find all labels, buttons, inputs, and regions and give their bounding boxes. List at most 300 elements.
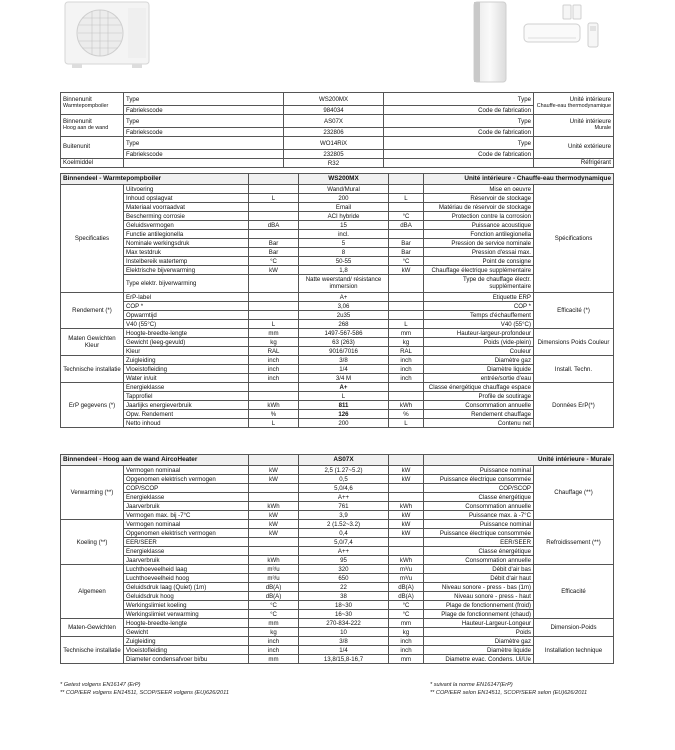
spec-row [61, 248, 614, 257]
spec-row [61, 655, 614, 664]
group-label-nl: Maten Gewichten Kleur [61, 329, 124, 356]
param-nl: Gewicht (leeg-gevuld) [124, 338, 249, 347]
summary-label-nl: Type [124, 115, 284, 128]
param-nl: Hoogte-breedte-lengte [124, 329, 249, 338]
unit-nl: °C [249, 610, 299, 619]
summary-value: 232805 [284, 150, 384, 159]
outdoor-unit-image [62, 0, 152, 72]
unit-fr: °C [389, 212, 424, 221]
param-fr: EER/SEER [424, 538, 534, 547]
param-value: 50-55 [299, 257, 389, 266]
unit-fr: kWh [389, 401, 424, 410]
summary-group-fr [534, 93, 614, 115]
param-nl: Werkingslimiet verwarming [124, 610, 249, 619]
summary-group-fr [534, 137, 614, 159]
param-fr: COP/SCOP [424, 484, 534, 493]
unit-fr: L [389, 194, 424, 203]
spec-row [61, 493, 614, 502]
param-nl: Materiaal voorraadvat [124, 203, 249, 212]
spec-row [61, 466, 614, 475]
unit-nl: L [249, 320, 299, 329]
param-fr: Matériau de réservoir de stockage [424, 203, 534, 212]
spec-row [61, 185, 614, 194]
param-value: 13,8/15,8-16,7 [299, 655, 389, 664]
spec-row [61, 401, 614, 410]
unit-fr: m³/u [389, 565, 424, 574]
param-nl: Water in/uit [124, 374, 249, 383]
unit-nl: °C [249, 601, 299, 610]
wall-unit-spec-table [60, 454, 614, 664]
unit-nl [249, 547, 299, 556]
summary-label-fr: Type [384, 93, 534, 106]
group-label-fr: Données ErP(*) [534, 383, 614, 428]
param-fr: Contenu net [424, 419, 534, 428]
param-nl: Bescherming corrosie [124, 212, 249, 221]
unit-fr: kg [389, 628, 424, 637]
param-nl: EER/SEER [124, 538, 249, 547]
param-value: 3/8 [299, 637, 389, 646]
group-label-fr: Dimension-Poids [534, 619, 614, 637]
unit-nl: dBA [249, 221, 299, 230]
summary-row [61, 159, 614, 168]
summary-group-fr-sub: Chauffe-eau thermodynamique [536, 102, 611, 109]
spec-row [61, 356, 614, 365]
param-fr: Poids (vide-plein) [424, 338, 534, 347]
param-fr: Etiquette ERP [424, 293, 534, 302]
unit-fr: mm [389, 619, 424, 628]
spec-row [61, 347, 614, 356]
summary-group-fr-title: Réfrigérant [580, 158, 611, 166]
summary-group-fr [534, 159, 614, 168]
unit-nl: dB(A) [249, 583, 299, 592]
param-fr: Hauteur-largeur-profondeur [424, 329, 534, 338]
group-label-fr: Chauffage (**) [534, 466, 614, 520]
param-fr: Puissance nominal [424, 520, 534, 529]
footnote-fr-2: ** COP/EER selon EN14511, SCOP/SEER selon (EU)626/2011 [430, 690, 588, 696]
unit-nl: kW [249, 511, 299, 520]
spec-row [61, 194, 614, 203]
param-value: 16~30 [299, 610, 389, 619]
spec-row [61, 547, 614, 556]
unit-nl: inch [249, 374, 299, 383]
param-value: 10 [299, 628, 389, 637]
param-value: 3,06 [299, 302, 389, 311]
param-nl: Vermogen nominaal [124, 520, 249, 529]
unit-nl: kWh [249, 502, 299, 511]
param-value: 1/4 [299, 365, 389, 374]
param-fr: Consommation annuelle [424, 401, 534, 410]
param-value: 268 [299, 320, 389, 329]
param-fr: Classe énergétique [424, 547, 534, 556]
section-title-nl: Binnendeel - Warmtepompboiler [61, 174, 249, 185]
unit-nl [249, 293, 299, 302]
spec-row [61, 529, 614, 538]
param-value: 63 (263) [299, 338, 389, 347]
spec-row [61, 302, 614, 311]
unit-fr: Bar [389, 239, 424, 248]
param-nl: Geluidsdruk laag (Quiet) (1m) [124, 583, 249, 592]
param-nl: V40 (55°C) [124, 320, 249, 329]
param-fr: Puissance électrique consommée [424, 529, 534, 538]
spec-row [61, 239, 614, 248]
param-nl: ErP-label [124, 293, 249, 302]
param-value: 5,0/4,6 [299, 484, 389, 493]
param-nl: Luchthoeveelheid hoog [124, 574, 249, 583]
param-nl: Zuigleiding [124, 356, 249, 365]
summary-group-fr-title: Unité intérieure [569, 96, 611, 104]
summary-group-nl [61, 137, 124, 159]
unit-fr: kW [389, 520, 424, 529]
spec-row [61, 475, 614, 484]
summary-row [61, 128, 614, 137]
group-label-fr: Efficacité (*) [534, 293, 614, 329]
param-fr: Classe énergétique [424, 493, 534, 502]
unit-nl: kg [249, 338, 299, 347]
param-fr: Diamètre gaz [424, 637, 534, 646]
unit-fr: dBA [389, 221, 424, 230]
param-fr: Type de chauffage électr. supplémentaire [424, 275, 534, 293]
param-value: 5,0/7,4 [299, 538, 389, 547]
group-label-nl: Technische installatie [61, 637, 124, 664]
spec-row [61, 374, 614, 383]
param-nl: Type elektr. bijverwarming [124, 275, 249, 293]
unit-nl: L [249, 419, 299, 428]
param-nl: Geluidsvermogen [124, 221, 249, 230]
unit-fr: kW [389, 466, 424, 475]
spec-row [61, 410, 614, 419]
spec-row [61, 556, 614, 565]
param-nl: Diameter condensafvoer bi/bu [124, 655, 249, 664]
param-fr: entrée/sortie d'eau [424, 374, 534, 383]
unit-nl [249, 203, 299, 212]
summary-group-fr-title: Unité extérieure [567, 143, 611, 151]
param-value: 761 [299, 502, 389, 511]
unit-nl [249, 275, 299, 293]
param-value: A+ [299, 293, 389, 302]
unit-fr: kW [389, 529, 424, 538]
group-label-nl: Koeling (**) [61, 520, 124, 565]
unit-fr: L [389, 320, 424, 329]
unit-fr: kg [389, 338, 424, 347]
unit-nl: °C [249, 257, 299, 266]
param-nl: Jaarlijks energieverbruik [124, 401, 249, 410]
unit-fr: m³/u [389, 574, 424, 583]
param-nl: Geluidsdruk hoog [124, 592, 249, 601]
section-model: AS07X [299, 455, 389, 466]
unit-fr [389, 275, 424, 293]
param-nl: Vermogen max. bij -7°C [124, 511, 249, 520]
wall-controller-image [562, 4, 582, 22]
param-nl: COP/SCOP [124, 484, 249, 493]
param-fr: Protection contre la corrosion [424, 212, 534, 221]
param-value: 5 [299, 239, 389, 248]
param-nl: Nominale werkingsdruk [124, 239, 249, 248]
unit-nl: kW [249, 475, 299, 484]
param-fr: Hauteur-Largeur-Longeur [424, 619, 534, 628]
param-value: 3/8 [299, 356, 389, 365]
unit-nl: kW [249, 520, 299, 529]
summary-value: R32 [284, 159, 384, 168]
param-fr: Pression de service nominale [424, 239, 534, 248]
unit-fr [389, 230, 424, 239]
unit-nl: kWh [249, 556, 299, 565]
param-nl: Opwarmtijd [124, 311, 249, 320]
param-nl: Zuigleiding [124, 637, 249, 646]
param-fr: Débit d'air bas [424, 565, 534, 574]
spec-row [61, 502, 614, 511]
unit-fr: °C [389, 601, 424, 610]
param-value: 18~30 [299, 601, 389, 610]
param-fr: Couleur [424, 347, 534, 356]
spec-row [61, 230, 614, 239]
spec-row [61, 601, 614, 610]
spec-row [61, 365, 614, 374]
unit-fr [389, 311, 424, 320]
param-nl: Tapprofiel [124, 392, 249, 401]
param-fr: Puissance électrique consommée [424, 475, 534, 484]
param-nl: Opgenomen elektrisch vermogen [124, 475, 249, 484]
unit-nl [249, 185, 299, 194]
param-fr: Fonction antilegionella [424, 230, 534, 239]
spec-row [61, 628, 614, 637]
summary-group-nl-sub: Warmtepompboiler [63, 102, 109, 109]
unit-nl: Bar [249, 239, 299, 248]
group-label-fr: Efficacité [534, 565, 614, 619]
spec-row [61, 212, 614, 221]
param-value: 811 [299, 401, 389, 410]
spec-row [61, 484, 614, 493]
section-model: WS200MX [299, 174, 389, 185]
param-value: 3/4 M [299, 374, 389, 383]
param-fr: Puissance max. à -7°C [424, 511, 534, 520]
group-label-nl: Rendement (*) [61, 293, 124, 329]
param-value: Natte weerstand/ résistance immersion [299, 275, 389, 293]
param-fr: Profile de soutirage [424, 392, 534, 401]
summary-value: 232806 [284, 128, 384, 137]
summary-value: 984034 [284, 106, 384, 115]
unit-fr [389, 302, 424, 311]
param-fr: Puissance acoustique [424, 221, 534, 230]
summary-label-nl [124, 159, 284, 168]
unit-nl: dB(A) [249, 592, 299, 601]
unit-nl [249, 392, 299, 401]
param-value: 126 [299, 410, 389, 419]
unit-fr: mm [389, 329, 424, 338]
summary-label-nl: Fabriekscode [124, 150, 284, 159]
unit-fr: °C [389, 257, 424, 266]
group-label-nl: Maten-Gewichten [61, 619, 124, 637]
param-value: 95 [299, 556, 389, 565]
unit-nl: % [249, 410, 299, 419]
unit-nl: m³/u [249, 574, 299, 583]
summary-row [61, 115, 614, 128]
summary-group-nl-title: Binnenunit [63, 96, 92, 104]
unit-fr [389, 538, 424, 547]
spec-row [61, 574, 614, 583]
unit-fr: kW [389, 475, 424, 484]
unit-nl: kg [249, 628, 299, 637]
unit-fr: Bar [389, 248, 424, 257]
param-nl: Elektrische bijverwarming [124, 266, 249, 275]
group-label-fr: Spécifications [534, 185, 614, 293]
unit-fr [389, 383, 424, 392]
param-nl: Jaarverbruik [124, 502, 249, 511]
section-header [61, 455, 614, 466]
param-nl: Uitvoering [124, 185, 249, 194]
param-value: 200 [299, 194, 389, 203]
param-nl: Hoogte-breedte-lengte [124, 619, 249, 628]
spec-row [61, 565, 614, 574]
unit-nl [249, 302, 299, 311]
unit-fr: kWh [389, 556, 424, 565]
footnote-fr-1: * suivant la norme EN16147(ErP) [430, 682, 513, 688]
param-nl: Vloeistofleiding [124, 646, 249, 655]
unit-fr: inch [389, 374, 424, 383]
param-fr: COP * [424, 302, 534, 311]
param-nl: Opgenomen elektrisch vermogen [124, 529, 249, 538]
param-value: L [299, 392, 389, 401]
spec-row [61, 619, 614, 628]
param-value: 8 [299, 248, 389, 257]
param-value: 38 [299, 592, 389, 601]
spec-row [61, 637, 614, 646]
unit-fr: inch [389, 356, 424, 365]
spec-row [61, 293, 614, 302]
param-fr: Pression d'essai max. [424, 248, 534, 257]
summary-row [61, 137, 614, 150]
param-value: 1497-567-586 [299, 329, 389, 338]
param-nl: Energieklasse [124, 383, 249, 392]
param-fr: Chauffage électrique supplémentaire [424, 266, 534, 275]
param-fr: Débit d'air haut [424, 574, 534, 583]
summary-label-fr: Code de fabrication [384, 150, 534, 159]
param-value: 3,9 [299, 511, 389, 520]
param-value: 0,5 [299, 475, 389, 484]
param-nl: Energieklasse [124, 493, 249, 502]
summary-label-nl: Fabriekscode [124, 128, 284, 137]
unit-nl: inch [249, 356, 299, 365]
param-nl: Energieklasse [124, 547, 249, 556]
param-nl: Kleur [124, 347, 249, 356]
summary-label-nl: Fabriekscode [124, 106, 284, 115]
spec-row [61, 203, 614, 212]
unit-nl: kW [249, 466, 299, 475]
spec-row [61, 646, 614, 655]
param-fr: Plage de fonctionnement (froid) [424, 601, 534, 610]
unit-fr: inch [389, 637, 424, 646]
summary-label-fr [384, 159, 534, 168]
heat-pump-boiler-spec-table [60, 173, 614, 428]
param-value: 1/4 [299, 646, 389, 655]
spec-row [61, 392, 614, 401]
spec-row [61, 610, 614, 619]
footnote-nl-2: ** COP/EER volgens EN14511, SCOP/SEER volgens (EU)626/2011 [60, 690, 229, 696]
unit-fr: kW [389, 266, 424, 275]
group-label-fr: Installation technique [534, 637, 614, 664]
param-value: 320 [299, 565, 389, 574]
section-title-nl: Binnendeel - Hoog aan de wand AircoHeater [61, 455, 249, 466]
unit-nl: inch [249, 365, 299, 374]
spec-row [61, 538, 614, 547]
group-label-fr: Refroidissement (**) [534, 520, 614, 565]
section-title-fr: Unité intérieure - Chauffe-eau thermodynamique [424, 174, 614, 185]
spec-row [61, 320, 614, 329]
summary-group-nl [61, 93, 124, 115]
unit-nl: inch [249, 637, 299, 646]
summary-group-nl [61, 115, 124, 137]
unit-fr: RAL [389, 347, 424, 356]
unit-fr: mm [389, 655, 424, 664]
group-label-fr: Dimensions Poids Couleur [534, 329, 614, 356]
unit-nl: mm [249, 329, 299, 338]
summary-group-fr-sub: Murale [594, 124, 611, 131]
param-fr: Niveau sonore - press - haut [424, 592, 534, 601]
unit-fr: °C [389, 610, 424, 619]
param-fr: Puissance nominal [424, 466, 534, 475]
param-fr: Mise en oeuvre [424, 185, 534, 194]
unit-fr [389, 547, 424, 556]
group-label-fr: Install. Techn. [534, 356, 614, 383]
unit-fr [389, 493, 424, 502]
unit-nl: kW [249, 529, 299, 538]
param-value: Email [299, 203, 389, 212]
summary-group-nl [61, 159, 124, 168]
param-nl: Instelbereik watertemp [124, 257, 249, 266]
unit-fr: inch [389, 365, 424, 374]
param-value: 1,8 [299, 266, 389, 275]
unit-nl [249, 493, 299, 502]
summary-group-fr-title: Unité intérieure [569, 118, 611, 126]
group-label-nl: Technische installatie [61, 356, 124, 383]
unit-fr: kWh [389, 502, 424, 511]
param-value: 0,4 [299, 529, 389, 538]
summary-group-nl-title: Binnenunit [63, 118, 92, 126]
unit-fr [389, 293, 424, 302]
summary-group-nl-sub: Hoog aan de wand [63, 124, 109, 131]
summary-group-fr [534, 115, 614, 137]
summary-label-nl: Type [124, 137, 284, 150]
param-value: A++ [299, 493, 389, 502]
unit-nl [249, 212, 299, 221]
param-value: 9016/7016 [299, 347, 389, 356]
section-title-fr: Unité intérieure - Murale [424, 455, 614, 466]
spec-row [61, 329, 614, 338]
param-value: 270-834-222 [299, 619, 389, 628]
unit-nl: L [249, 194, 299, 203]
unit-fr [389, 185, 424, 194]
summary-row [61, 150, 614, 159]
summary-label-fr: Code de fabrication [384, 106, 534, 115]
param-fr: Diamètre gaz [424, 356, 534, 365]
summary-value: WS200MX [284, 93, 384, 106]
param-nl: Netto inhoud [124, 419, 249, 428]
summary-value: WO14RiX [284, 137, 384, 150]
group-label-nl: Verwarming (**) [61, 466, 124, 520]
unit-nl: mm [249, 655, 299, 664]
param-value: A+ [299, 383, 389, 392]
group-label-nl: Algemeen [61, 565, 124, 619]
unit-nl: Bar [249, 248, 299, 257]
unit-nl: kWh [249, 401, 299, 410]
spec-row [61, 583, 614, 592]
param-fr: Réservoir de stockage [424, 194, 534, 203]
spec-row [61, 311, 614, 320]
group-label-nl: ErP gegevens (*) [61, 383, 124, 428]
param-fr: Consommation annuelle [424, 502, 534, 511]
summary-label-fr: Type [384, 137, 534, 150]
param-nl: Jaarverbruik [124, 556, 249, 565]
summary-label-nl: Type [124, 93, 284, 106]
